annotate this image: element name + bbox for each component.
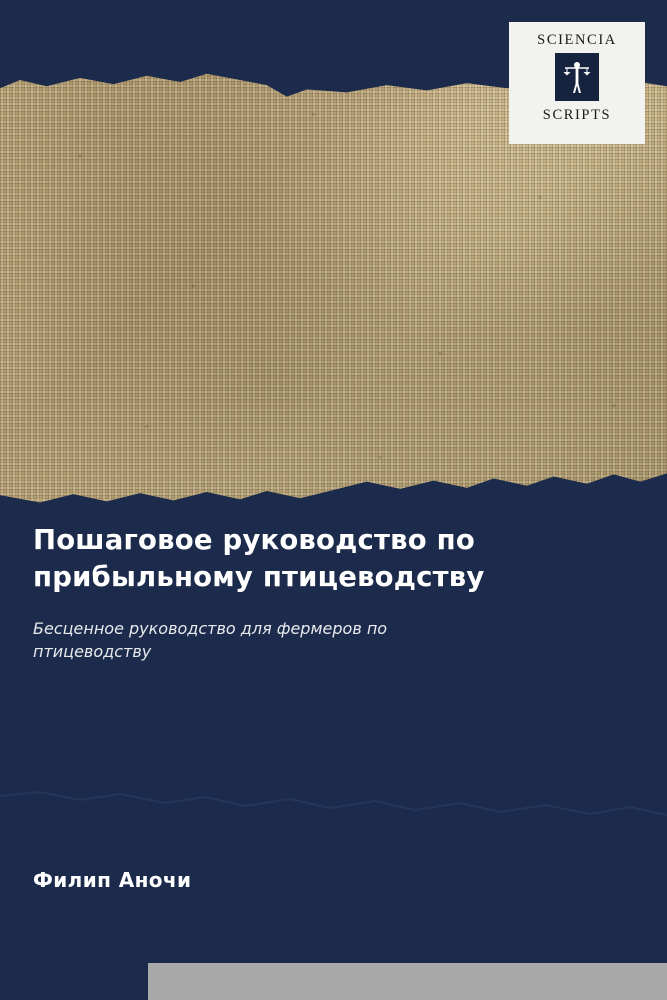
- publisher-logo: [509, 22, 645, 144]
- publisher-name-top: SCIENCIA: [537, 32, 617, 48]
- torn-paper-band: [0, 770, 667, 850]
- book-subtitle: Бесценное руководство для фермеров по птицеводству: [33, 619, 388, 662]
- book-author: Филип Аночи: [33, 868, 192, 892]
- book-title: Пошаговое руководство по прибыльному птицеводству: [33, 524, 485, 593]
- person-with-scales-icon: [555, 53, 599, 101]
- scales-figure-icon: [562, 59, 592, 95]
- bottom-grey-strip: [148, 963, 667, 1000]
- title-block: [33, 522, 593, 664]
- publisher-name-bottom: SCRIPTS: [542, 107, 612, 123]
